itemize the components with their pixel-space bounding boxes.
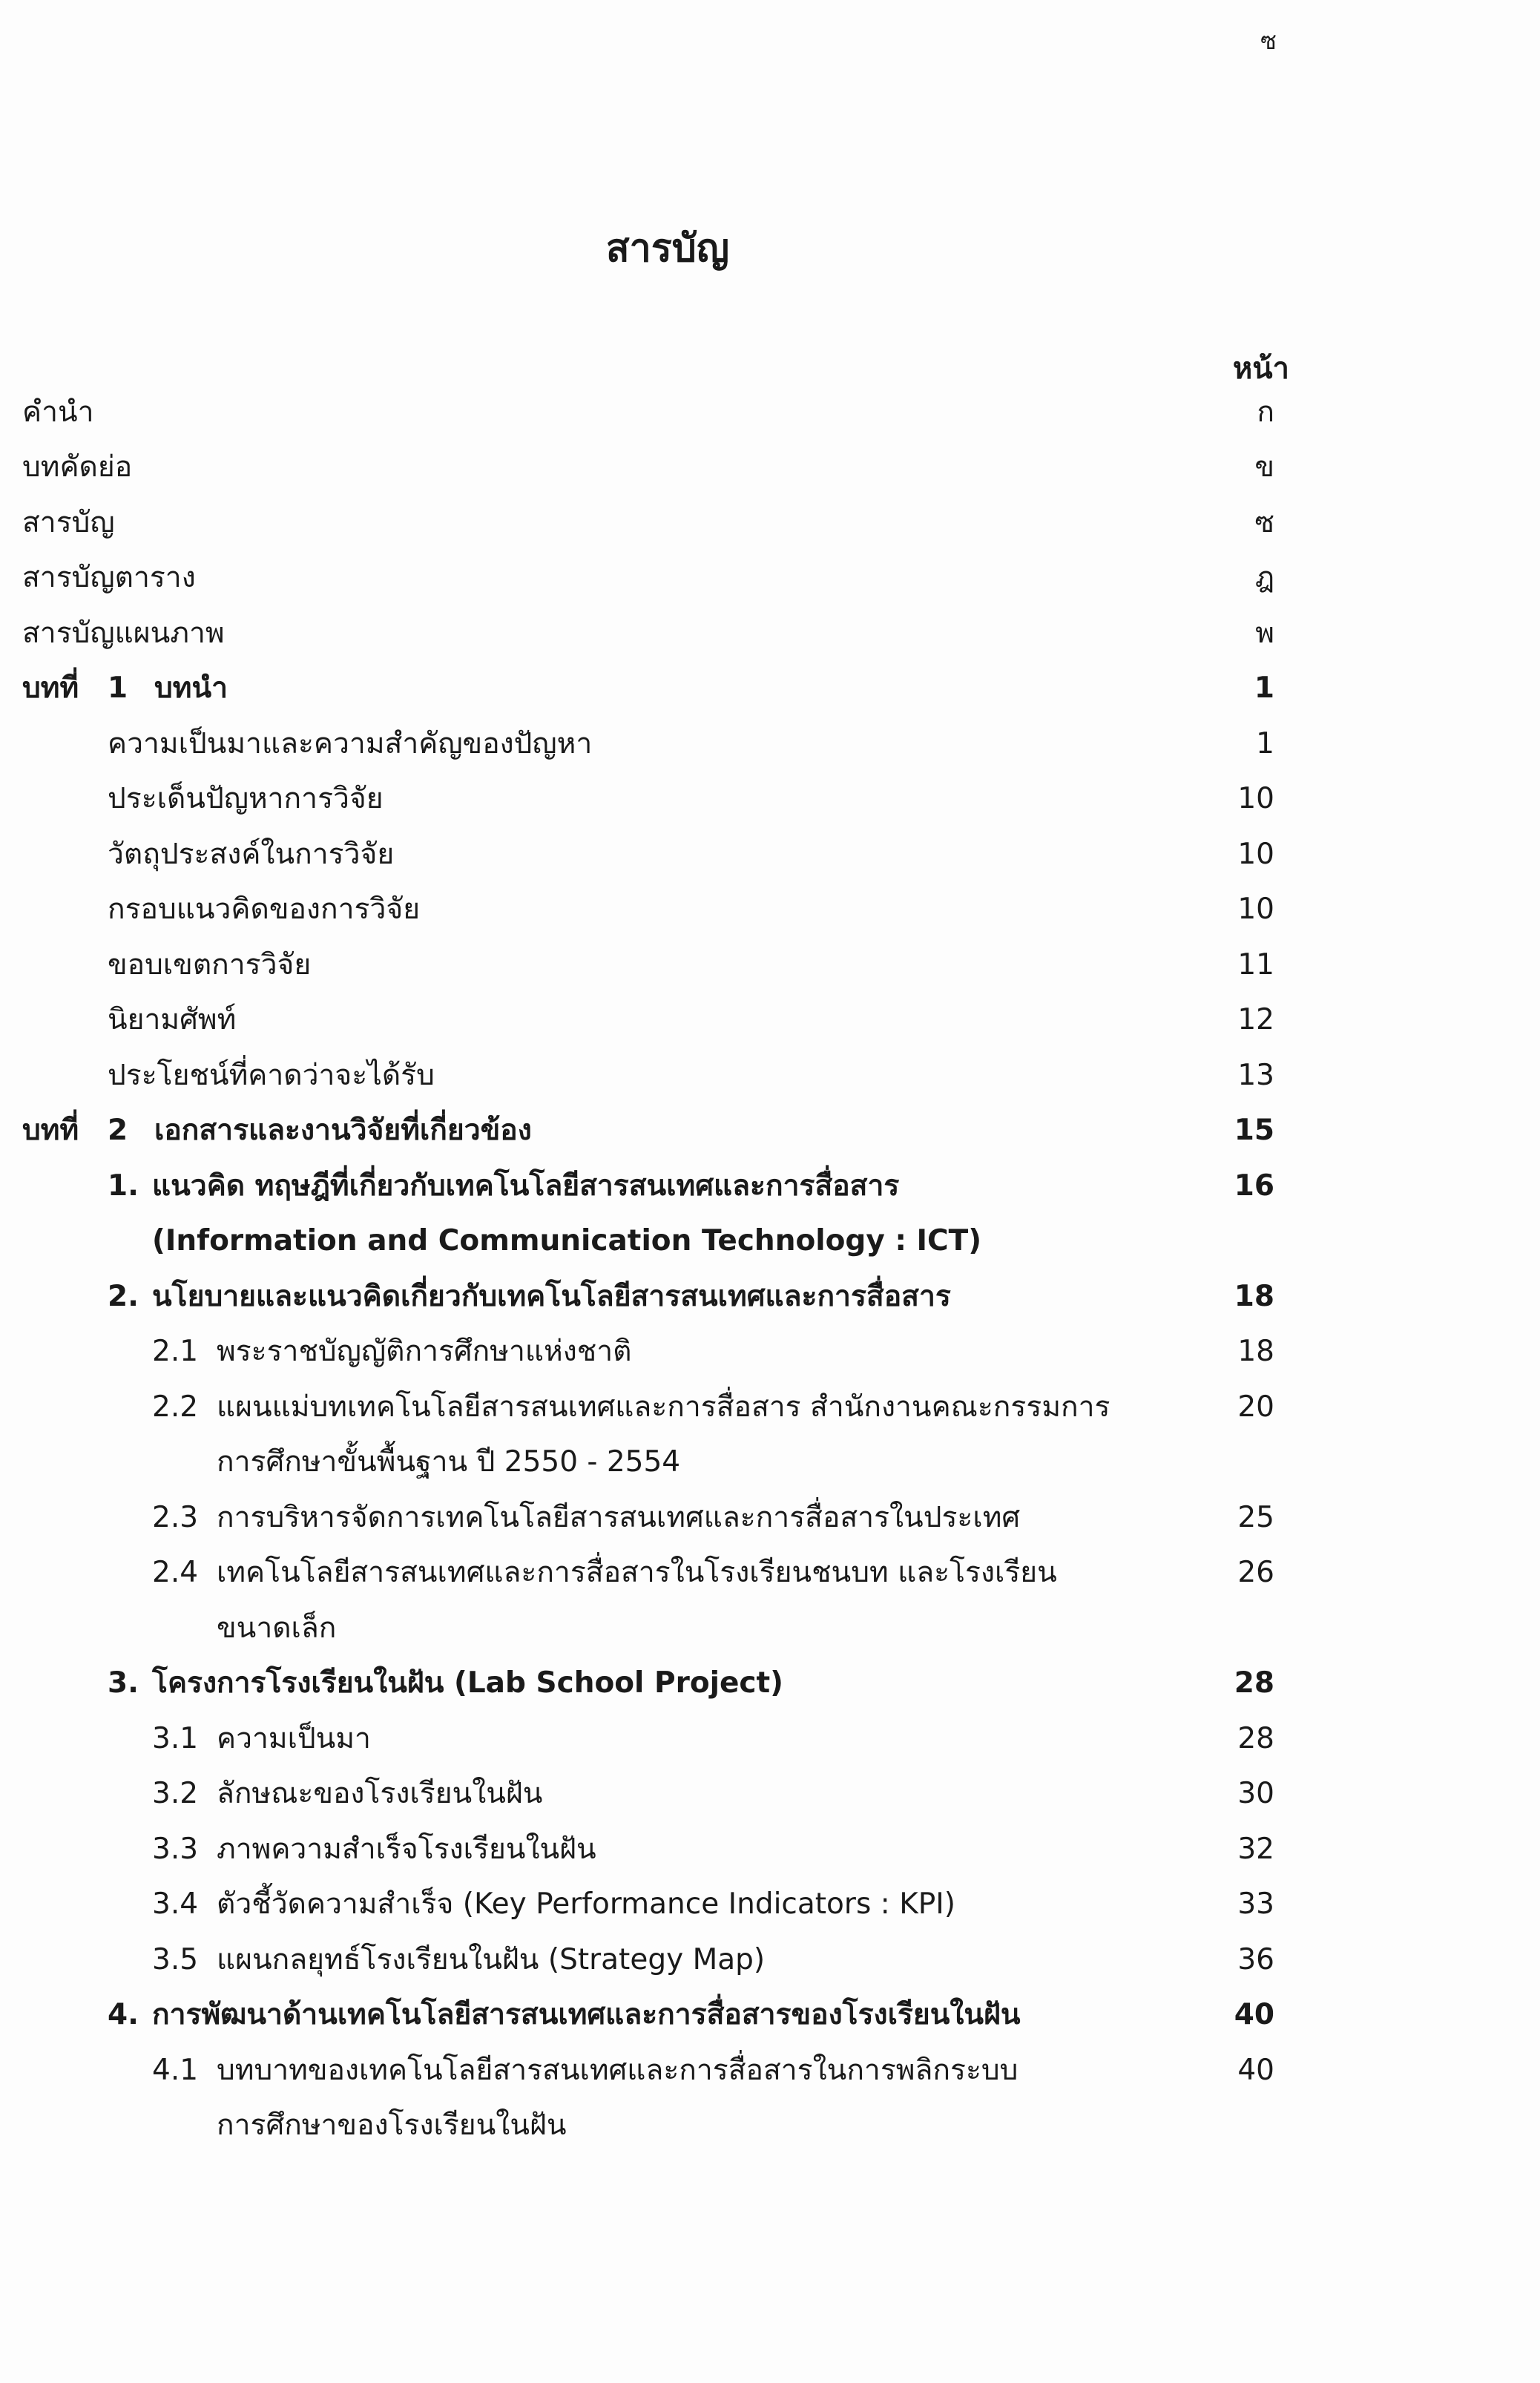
toc-entry-text: (Information and Communication Technology : ICT) bbox=[152, 1224, 982, 1258]
toc-entry-text: เทคโนโลยีสารสนเทศและการสื่อสารในโรงเรียนชนบท และโรงเรียน bbox=[217, 1556, 1057, 1589]
toc-entry bbox=[0, 881, 1540, 937]
toc-subsection bbox=[0, 1490, 1540, 1545]
subsection-number: 2.4 bbox=[152, 1556, 199, 1589]
page-column-header: หน้า bbox=[1232, 352, 1289, 386]
toc-entry-abstract bbox=[0, 439, 1540, 495]
toc-section-1 bbox=[0, 1158, 1540, 1214]
subsection-number: 4.1 bbox=[152, 2054, 199, 2087]
toc-entry-page: ข bbox=[1254, 450, 1274, 484]
toc-entry-text: บทคัดย่อ bbox=[22, 450, 133, 484]
toc-entry-continuation bbox=[0, 1600, 1540, 1656]
chapter-label: บทที่ bbox=[22, 1114, 79, 1147]
toc-entry bbox=[0, 716, 1540, 772]
toc-chapter-2 bbox=[0, 1102, 1540, 1158]
toc-entry-page: 26 bbox=[1237, 1556, 1274, 1589]
toc-entry-page: 40 bbox=[1237, 2054, 1274, 2087]
toc-entry-page: 33 bbox=[1237, 1887, 1274, 1921]
toc-entry-text: ความเป็นมาและความสำคัญของปัญหา bbox=[108, 727, 593, 760]
toc-entry-text: การพัฒนาด้านเทคโนโลยีสารสนเทศและการสื่อสารของโรงเรียนในฝัน bbox=[152, 1998, 1021, 2031]
toc-entry-page: ซ bbox=[1254, 506, 1274, 539]
toc-entry-text: ขนาดเล็ก bbox=[217, 1611, 337, 1645]
toc-entry-text: คำนำ bbox=[22, 395, 94, 429]
subsection-number: 2.2 bbox=[152, 1390, 199, 1424]
page-title: สารบัญ bbox=[605, 226, 730, 271]
toc-entry-page: 18 bbox=[1234, 1280, 1274, 1313]
toc-entry-list-of-tables bbox=[0, 550, 1540, 605]
subsection-number: 3.1 bbox=[152, 1722, 199, 1755]
toc-subsection bbox=[0, 1932, 1540, 1988]
toc-entry-page: 28 bbox=[1234, 1666, 1274, 1700]
toc-subsection bbox=[0, 1545, 1540, 1600]
toc-entry-text: สารบัญแผนภาพ bbox=[22, 617, 225, 650]
section-number: 2. bbox=[108, 1280, 139, 1313]
toc-entry-page: 12 bbox=[1237, 1003, 1274, 1036]
toc-subsection bbox=[0, 1324, 1540, 1379]
toc-subsection bbox=[0, 2042, 1540, 2098]
chapter-label: บทที่ bbox=[22, 671, 79, 705]
toc-chapter-1 bbox=[0, 660, 1540, 716]
toc-entry-page: 32 bbox=[1237, 1833, 1274, 1866]
subsection-number: 2.1 bbox=[152, 1335, 199, 1368]
toc-entry-text: กรอบแนวคิดของการวิจัย bbox=[108, 893, 421, 926]
toc-entry-page: 1 bbox=[1256, 727, 1274, 760]
subsection-number: 2.3 bbox=[152, 1501, 199, 1534]
page-number: ซ bbox=[1260, 27, 1277, 55]
toc-entry-text: แนวคิด ทฤษฎีที่เกี่ยวกับเทคโนโลยีสารสนเทศและการสื่อสาร bbox=[152, 1169, 900, 1203]
toc-subsection bbox=[0, 1876, 1540, 1932]
toc-entry-page: 40 bbox=[1234, 1998, 1274, 2031]
toc-entry-text: การศึกษาขั้นพื้นฐาน ปี 2550 - 2554 bbox=[217, 1445, 681, 1479]
toc-entry-page: 15 bbox=[1234, 1114, 1274, 1147]
toc-entry-continuation bbox=[0, 1434, 1540, 1490]
toc-entry-page: ฎ bbox=[1254, 561, 1274, 594]
toc-section-4 bbox=[0, 1987, 1540, 2042]
chapter-number: 1 bbox=[108, 671, 128, 705]
toc-entry-page: พ bbox=[1255, 617, 1274, 650]
toc-entry-text: การศึกษาของโรงเรียนในฝัน bbox=[217, 2108, 567, 2142]
toc-entry-page: 1 bbox=[1254, 671, 1274, 705]
toc-entry-page: ก bbox=[1257, 395, 1274, 429]
toc-entry-text: ลักษณะของโรงเรียนในฝัน bbox=[217, 1777, 543, 1810]
toc-entry-contents bbox=[0, 495, 1540, 550]
toc-entry-text: ประเด็นปัญหาการวิจัย bbox=[108, 782, 384, 815]
toc-entry-text: วัตถุประสงค์ในการวิจัย bbox=[108, 838, 395, 871]
toc-entry-text: ประโยชน์ที่คาดว่าจะได้รับ bbox=[108, 1059, 435, 1092]
toc-entry-text: สารบัญตาราง bbox=[22, 561, 196, 594]
toc-entry-text: นิยามศัพท์ bbox=[108, 1003, 237, 1036]
toc-section-2 bbox=[0, 1269, 1540, 1324]
toc-entry bbox=[0, 937, 1540, 993]
chapter-number: 2 bbox=[108, 1114, 128, 1147]
toc-entry-page: 30 bbox=[1237, 1777, 1274, 1810]
subsection-number: 3.3 bbox=[152, 1833, 199, 1866]
toc-entry-text: แผนแม่บทเทคโนโลยีสารสนเทศและการสื่อสาร สำนักงานคณะกรรมการ bbox=[217, 1390, 1110, 1424]
toc-entry-continuation bbox=[0, 1213, 1540, 1269]
toc-entry-text: การบริหารจัดการเทคโนโลยีสารสนเทศและการสื่อสารในประเทศ bbox=[217, 1501, 1021, 1534]
toc-entry-list-of-figures bbox=[0, 605, 1540, 661]
toc-entry-preface bbox=[0, 384, 1540, 440]
toc-entry bbox=[0, 826, 1540, 882]
toc-subsection bbox=[0, 1766, 1540, 1821]
toc-subsection bbox=[0, 1821, 1540, 1877]
toc-entry bbox=[0, 771, 1540, 826]
toc-entry-continuation bbox=[0, 2097, 1540, 2153]
toc-entry-text: พระราชบัญญัติการศึกษาแห่งชาติ bbox=[217, 1335, 632, 1368]
toc-section-3 bbox=[0, 1655, 1540, 1711]
toc-entry-page: 10 bbox=[1237, 838, 1274, 871]
toc-entry-page: 16 bbox=[1234, 1169, 1274, 1203]
section-number: 3. bbox=[108, 1666, 139, 1700]
toc-entry-page: 20 bbox=[1237, 1390, 1274, 1424]
section-number: 1. bbox=[108, 1169, 139, 1203]
toc-entry-page: 25 bbox=[1237, 1501, 1274, 1534]
toc-entry-text: บทบาทของเทคโนโลยีสารสนเทศและการสื่อสารในการพลิกระบบ bbox=[217, 2054, 1019, 2087]
toc-entry bbox=[0, 1048, 1540, 1103]
toc-entry-page: 10 bbox=[1237, 893, 1274, 926]
toc-entry-text: แผนกลยุทธ์โรงเรียนในฝัน (Strategy Map) bbox=[217, 1943, 766, 1976]
toc-entry-text: ขอบเขตการวิจัย bbox=[108, 948, 312, 982]
toc-entry-text: ภาพความสำเร็จโรงเรียนในฝัน bbox=[217, 1833, 596, 1866]
toc-entry-text: สารบัญ bbox=[22, 506, 115, 539]
toc-entry-text: ความเป็นมา bbox=[217, 1722, 371, 1755]
toc-subsection bbox=[0, 1379, 1540, 1435]
toc-entry-page: 10 bbox=[1237, 782, 1274, 815]
subsection-number: 3.2 bbox=[152, 1777, 199, 1810]
toc-entry-page: 18 bbox=[1237, 1335, 1274, 1368]
toc-entry-text: โครงการโรงเรียนในฝัน (Lab School Project) bbox=[152, 1666, 784, 1700]
toc-entry bbox=[0, 992, 1540, 1048]
section-number: 4. bbox=[108, 1998, 139, 2031]
toc-entry-text: นโยบายและแนวคิดเกี่ยวกับเทคโนโลยีสารสนเทศและการสื่อสาร bbox=[152, 1280, 951, 1313]
subsection-number: 3.4 bbox=[152, 1887, 199, 1921]
toc-entry-page: 13 bbox=[1237, 1059, 1274, 1092]
toc-subsection bbox=[0, 1711, 1540, 1766]
toc-entry-page: 36 bbox=[1237, 1943, 1274, 1976]
toc-entry-text: ตัวชี้วัดความสำเร็จ (Key Performance Indicators : KPI) bbox=[217, 1887, 956, 1921]
toc-entry-page: 11 bbox=[1237, 948, 1274, 982]
subsection-number: 3.5 bbox=[152, 1943, 199, 1976]
toc-entry-page: 28 bbox=[1237, 1722, 1274, 1755]
toc-entry-text: เอกสารและงานวิจัยที่เกี่ยวข้อง bbox=[154, 1114, 532, 1147]
toc-entry-text: บทนำ bbox=[154, 671, 228, 705]
